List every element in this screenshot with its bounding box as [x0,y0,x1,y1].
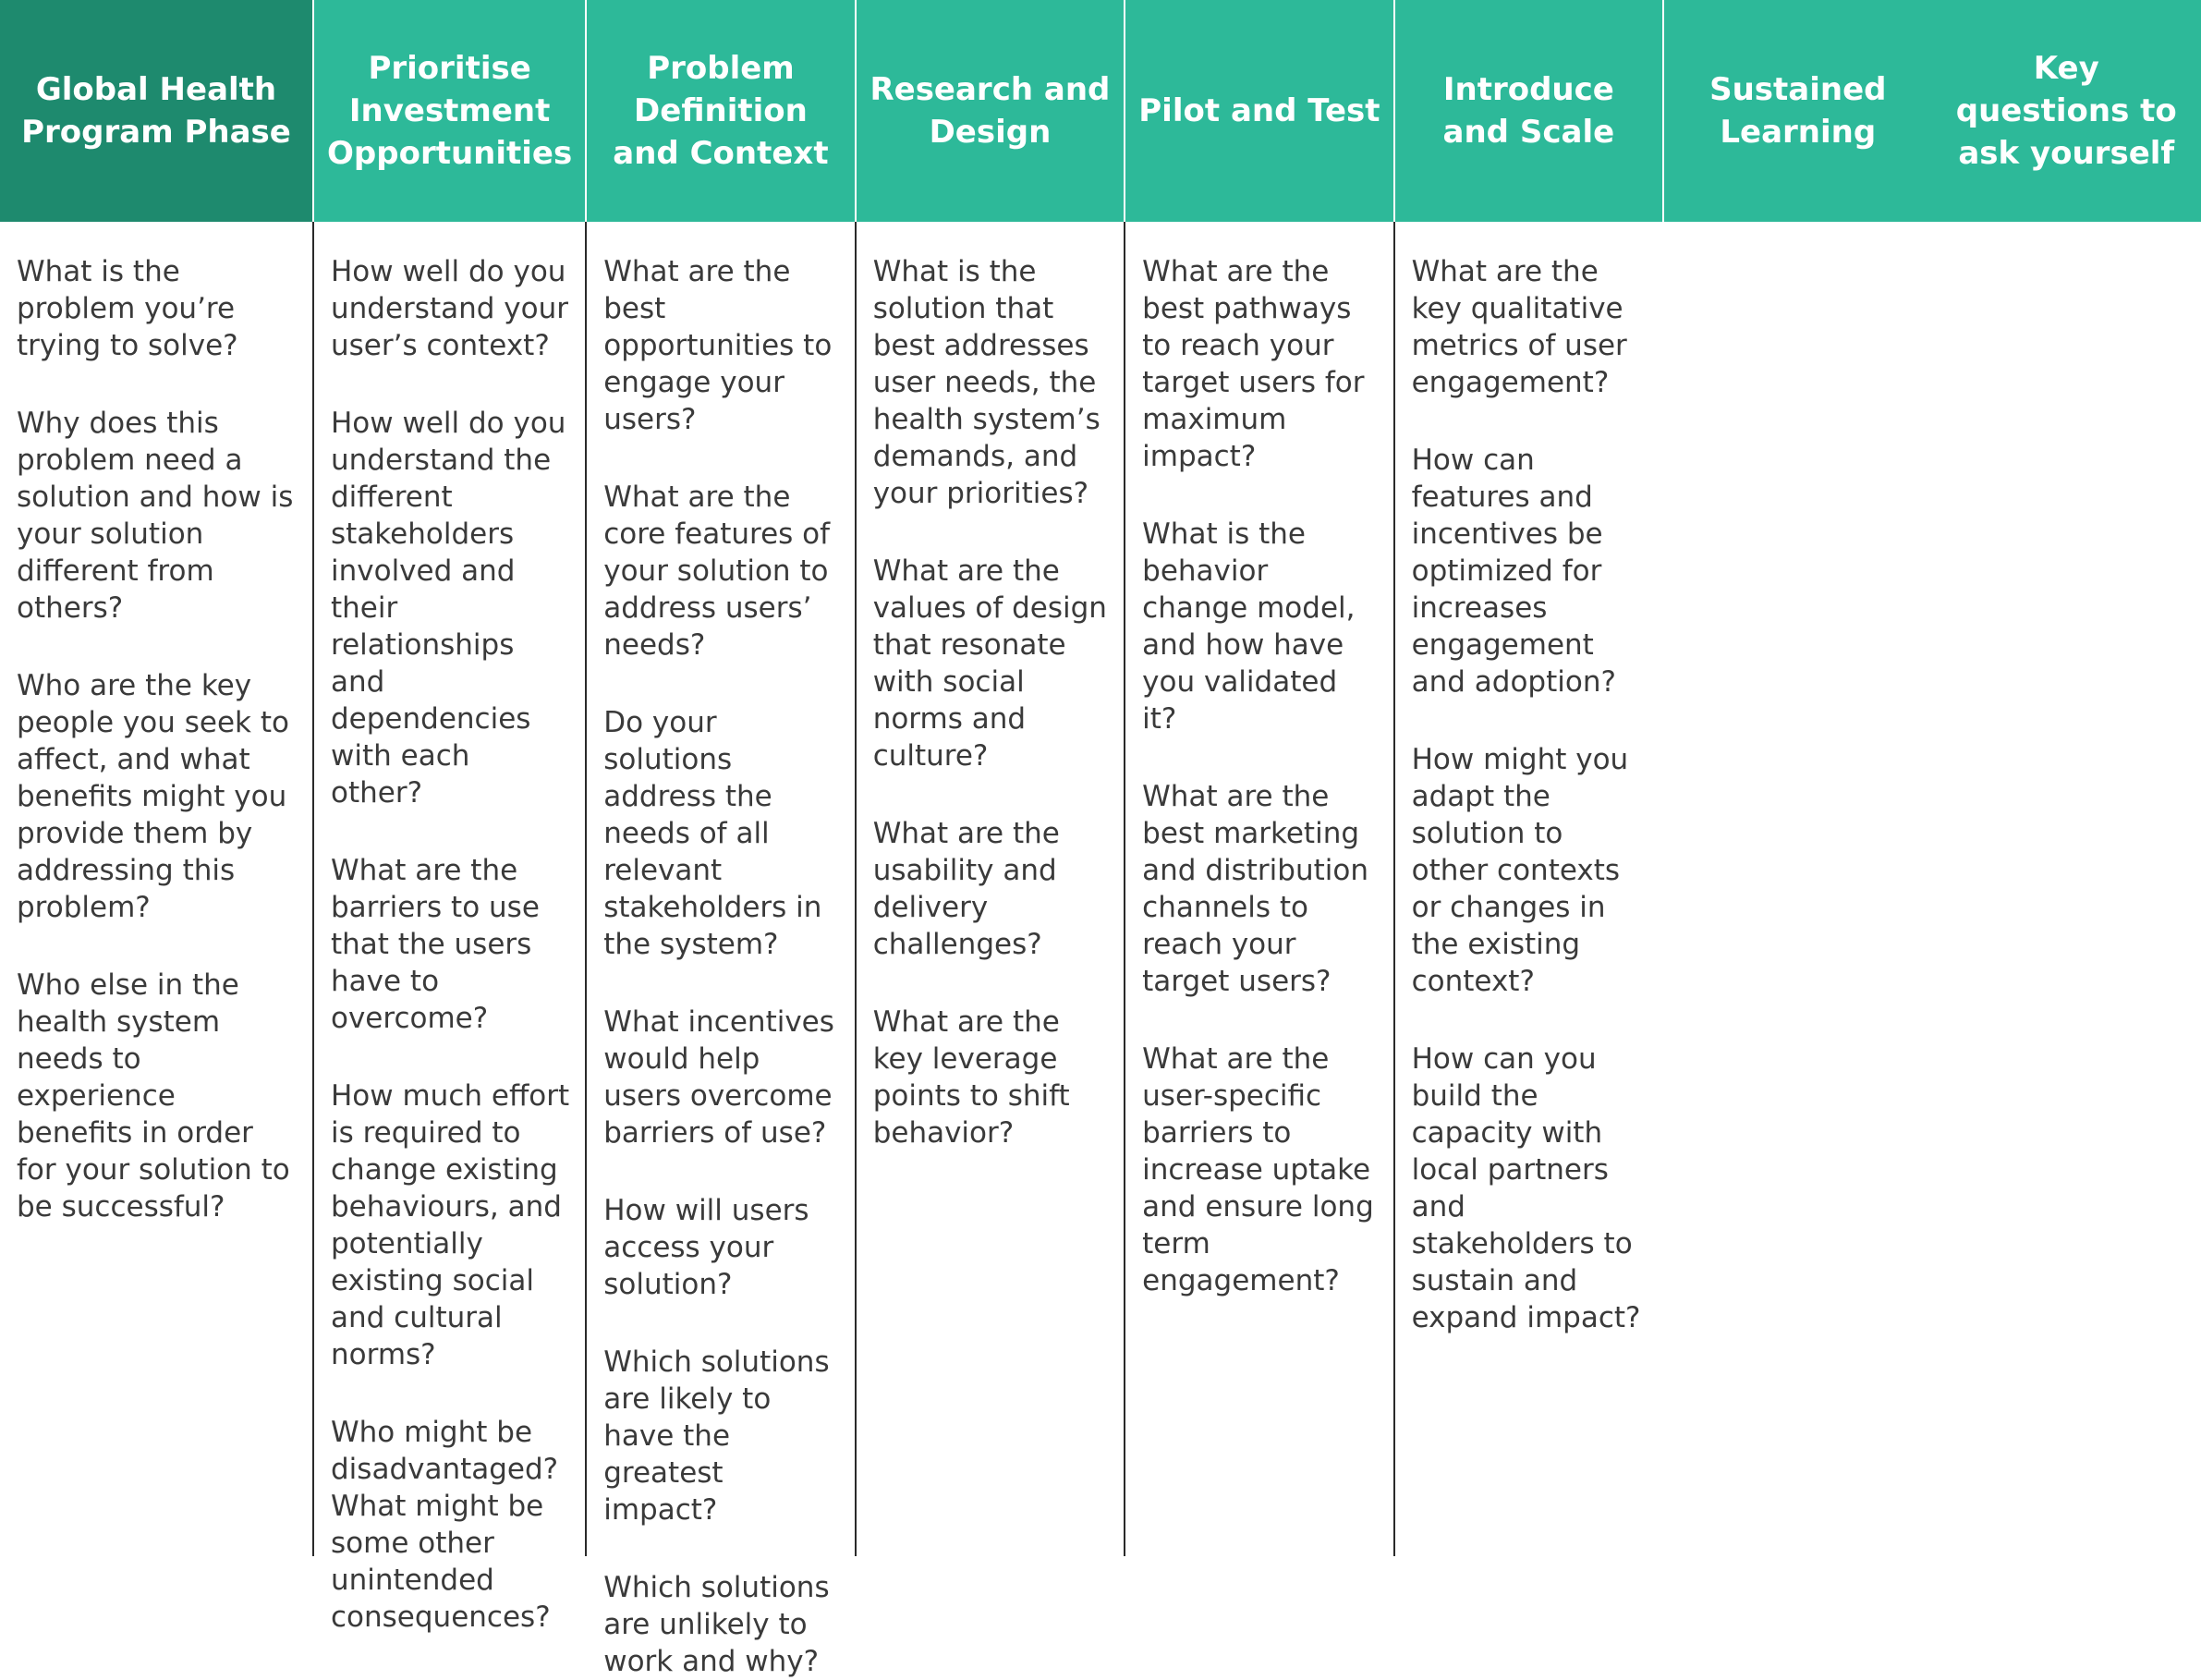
question-text: How well do you understand the different stakeholders involved and their relationships and dependencies with each other? [331,407,566,810]
row-label-key-questions: Key questions to ask yourself [1932,0,2201,222]
question-text: What incentives would help users overcome barriers of use? [603,1005,834,1150]
question-text: What are the core features of your solution to address users’ needs? [603,481,831,662]
column-header-sustained-learning: Sustained Learning [1662,0,1931,222]
question-text: What are the user-specific barriers to increase uptake and ensure long term engagement? [1142,1042,1374,1297]
question-text: Why does this problem need a solution and how is your solution different from others? [17,407,294,625]
question-text: Who might be disadvantaged? What might be some other unintended consequences? [331,1416,559,1634]
question-text: What are the best opportunities to engage your users? [603,255,833,436]
question-text: What is the problem you’re trying to solve? [17,255,238,362]
column-header-pilot-test: Pilot and Test [1124,0,1392,222]
question-text: How well do you understand your user’s context? [331,255,568,362]
question-text: Who else in the health system needs to experience benefits in order for your solution to be successful? [17,968,290,1223]
question-text: What are the usability and delivery challenges? [872,817,1060,961]
question-text: What is the solution that best addresses user needs, the health system’s demands, and your priorities? [872,255,1100,510]
question-text: How will users access your solution? [603,1194,809,1301]
questions-cell-sustained-learning [1393,222,1662,1556]
question-text: How much effort is required to change existing behaviours, and potentially existing social and cultural norms? [331,1079,570,1371]
question-text: What are the best marketing and distribution channels to reach your target users? [1142,780,1368,998]
questions-cell-introduce-scale [1124,222,1392,1556]
question-text: Who are the key people you seek to affect, and what benefits might you provide them by addressing this problem? [17,669,289,924]
question-text: What are the barriers to use that the users have to overcome? [331,854,540,1035]
questions-cell-problem-definition [312,222,585,1634]
phase-header-label: Global Health Program Phase [0,0,312,222]
question-text: Do your solutions address the needs of all relevant stakeholders in the system? [603,706,822,961]
question-text: What is the behavior change model, and how have you validated it? [1142,517,1356,736]
question-text: What are the key leverage points to shift behavior? [872,1005,1070,1150]
questions-cell-research-design [585,222,854,1678]
question-text: How can features and incentives be optimized for increases engagement and adoption? [1411,444,1616,699]
question-text: What are the key qualitative metrics of user engagement? [1411,255,1627,399]
questions-cell-pilot-test [855,222,1124,1556]
column-header-problem-definition: Problem Definition and Context [585,0,854,222]
column-header-research-design: Research and Design [855,0,1124,222]
question-text: Which solutions are likely to have the greatest impact? [603,1345,830,1527]
questions-cell-prioritise [0,222,312,1556]
question-text: How can you build the capacity with local partners and stakeholders to sustain and expand impact? [1411,1042,1641,1334]
question-text: What are the values of design that resonate with social norms and culture? [872,554,1107,773]
question-text: Which solutions are unlikely to work and why? [603,1571,830,1678]
question-text: What are the best pathways to reach your target users for maximum impact? [1142,255,1365,473]
question-text: How might you adapt the solution to other contexts or changes in the existing context? [1411,743,1629,998]
column-header-introduce-scale: Introduce and Scale [1393,0,1662,222]
column-header-prioritise: Prioritise Investment Opportunities [312,0,585,222]
